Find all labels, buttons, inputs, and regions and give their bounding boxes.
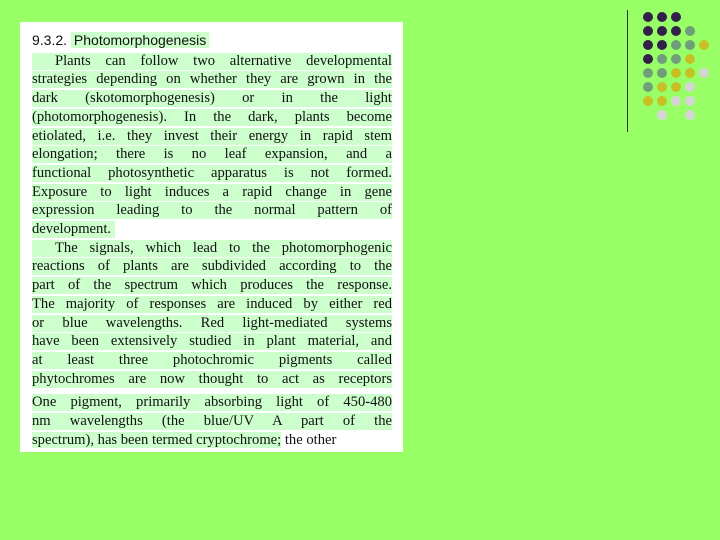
overlay-line-2: nm wavelengths (the blue/UV A part of the	[32, 413, 392, 429]
decor-dot	[685, 54, 695, 64]
section-number: 9.3.2.	[32, 32, 68, 48]
overlay-line-3-rest: the other	[284, 432, 337, 448]
decor-dot	[657, 68, 667, 78]
decor-dot	[671, 68, 681, 78]
p2-line-5: or blue wavelengths. Red light-mediated systems	[32, 315, 392, 331]
decor-dot	[643, 12, 653, 22]
p1-line-4: (photomorphogenesis). In the dark, plants become	[32, 109, 392, 125]
decor-dot	[657, 110, 667, 120]
p1-line-3: dark (skotomorphogenesis) or in the light	[32, 90, 392, 106]
p1-line-6: elongation; there is no leaf expansion, and a	[32, 146, 392, 162]
decor-dot	[699, 40, 709, 50]
p2-line-6: have been extensively studied in plant material, and	[32, 333, 392, 349]
decor-dot	[643, 96, 653, 106]
decor-dot	[657, 82, 667, 92]
section-title: Photomorphogenesis	[71, 32, 209, 48]
decor-dot	[643, 26, 653, 36]
decor-dot	[685, 96, 695, 106]
decor-dot	[671, 40, 681, 50]
p2-line-1: The signals, which lead to the photomorphogenic	[32, 240, 392, 257]
decor-dot	[643, 82, 653, 92]
p1-line-8: Exposure to light induces a rapid change in gene	[32, 184, 392, 200]
overlay-line-1: One pigment, primarily absorbing light of 450-480	[32, 394, 392, 410]
decor-dot	[671, 82, 681, 92]
decor-dot	[671, 26, 681, 36]
decor-dot	[657, 12, 667, 22]
decor-dot	[657, 96, 667, 106]
p2-line-3: part of the spectrum which produces the response.	[32, 277, 392, 293]
decor-dot	[671, 54, 681, 64]
p2-line-8: phytochromes are now thought to act as receptors	[32, 371, 392, 387]
decor-dot	[657, 54, 667, 64]
p2-line-4: The majority of responses are induced by either red	[32, 296, 392, 312]
decor-dot-grid	[628, 10, 718, 130]
overlay-line-3-highlight: spectrum), has been termed cryptochrome;	[32, 432, 282, 448]
overlay-line-3	[32, 432, 392, 449]
decor-dot	[643, 40, 653, 50]
decor-dot	[685, 82, 695, 92]
decor-dot	[685, 68, 695, 78]
p2-line-7: at least three photochromic pigments called	[32, 352, 392, 368]
p1-line-9: expression leading to the normal pattern of	[32, 202, 392, 218]
decor-dot	[699, 68, 709, 78]
decor-dot	[671, 12, 681, 22]
decor-dot	[671, 96, 681, 106]
p2-line-2: reactions of plants are subdivided according to the	[32, 258, 392, 274]
decor-dot	[657, 26, 667, 36]
decor-dot	[643, 68, 653, 78]
p1-line-1: Plants can follow two alternative developmental	[32, 53, 392, 70]
decor-dot	[643, 54, 653, 64]
decor-dot	[685, 40, 695, 50]
section-heading	[32, 32, 209, 48]
decor-dot	[685, 26, 695, 36]
scanned-page	[20, 22, 403, 452]
p1-line-5: etiolated, i.e. they invest their energy in rapid stem	[32, 128, 392, 144]
p1-line-7: functional photosynthetic apparatus is not formed.	[32, 165, 392, 181]
overlay-text-box	[26, 388, 403, 452]
p1-line-10: development.	[32, 221, 115, 238]
p1-line-2: strategies depending on whether they are grown in the	[32, 71, 392, 87]
decor-dot	[685, 110, 695, 120]
decor-dot	[657, 40, 667, 50]
